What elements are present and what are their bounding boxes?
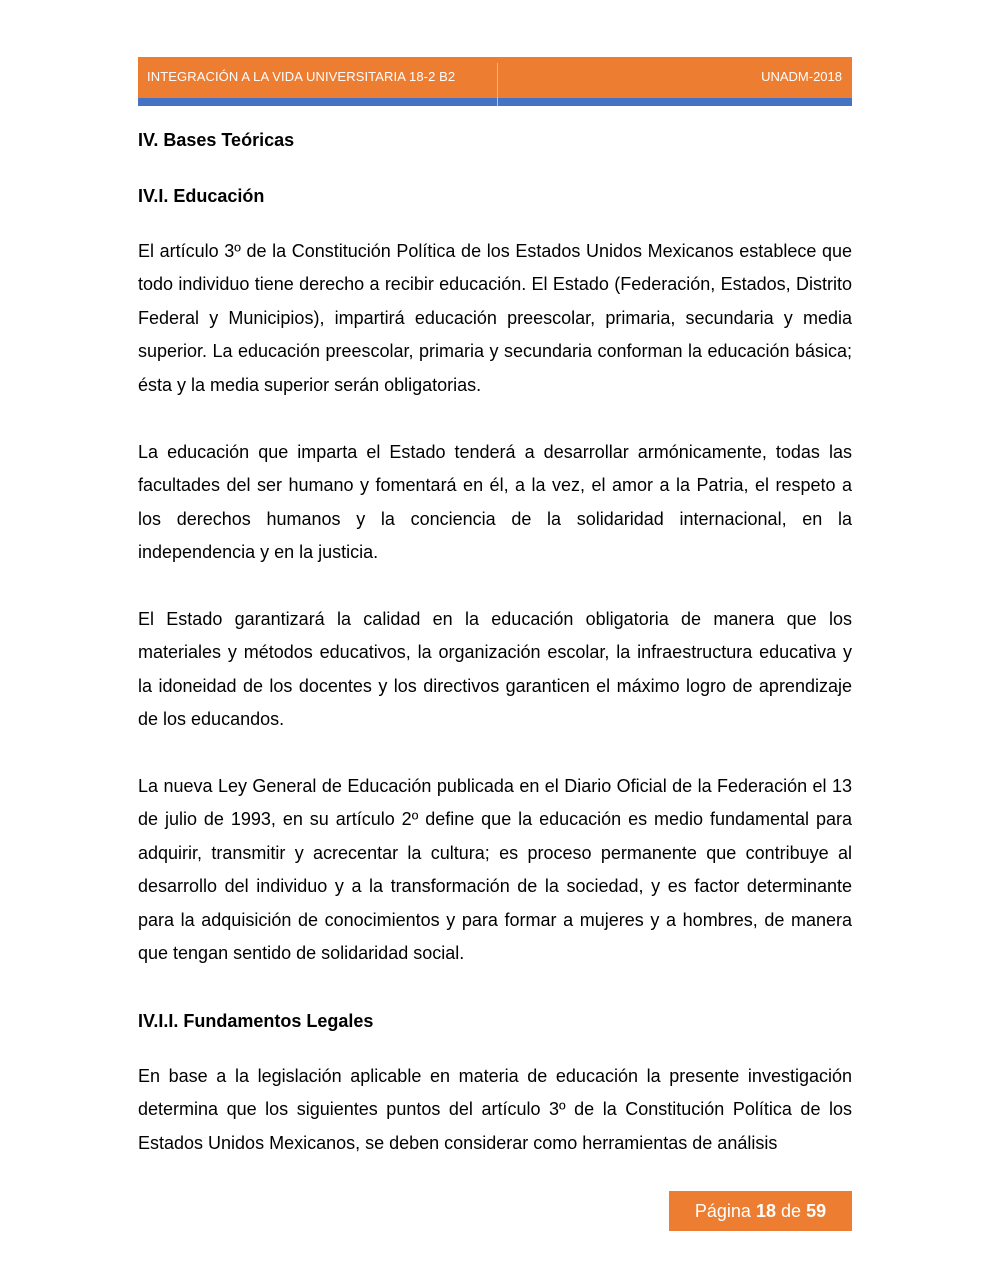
page-word: Página [694,1201,751,1221]
total-pages-number: 59 [806,1201,827,1221]
paragraph-1: El artículo 3º de la Constitución Política de los Estados Unidos Mexicanos establece que todo individuo tiene derecho a recibir educación. El Estado (Federación, Estados, Distrito Federal y Municipios), impartirá educación preescolar, primaria, secundaria y media superior. La educación preescolar, primaria y secundaria conforman la educación básica; ésta y la media superior serán obligatorias. [138,241,852,395]
header-divider [497,63,498,106]
section-heading-educacion: IV.I. Educación [138,186,265,206]
header-blue-band [138,98,852,106]
current-page-number: 18 [755,1201,776,1221]
section-heading-fundamentos: IV.I.I. Fundamentos Legales [138,1011,374,1031]
paragraph-4: La nueva Ley General de Educación publicada en el Diario Oficial de la Federación el 13 de julio de 1993, en su artículo 2º define que la educación es medio fundamental para adquirir, transmitir y acrecentar la cultura; es proceso permanente que contribuye al desarrollo del individuo y a la transformación de la sociedad, y es factor determinante para la adquisición de conocimientos y para formar a mujeres y a hombres, de manera que tengan sentido de solidaridad social. [138,776,852,964]
of-word: de [781,1201,802,1221]
header-institution: UNADM-2018 [761,69,842,84]
paragraph-2: La educación que imparta el Estado tenderá a desarrollar armónicamente, todas las facultades del ser humano y fomentará en él, a la vez, el amor a la Patria, el respeto a los derechos humanos y la conciencia de la solidaridad internacional, en la independencia y en la justicia. [138,442,852,563]
section-heading-bases: IV. Bases Teóricas [138,130,295,150]
paragraph-5: En base a la legislación aplicable en materia de educación la presente investigación determina que los siguientes puntos del artículo 3º de la Constitución Política de los Estados Unidos Mexicanos, se deben considerar como herramientas de análisis [138,1066,852,1153]
page-header [138,57,852,106]
header-course-title: INTEGRACIÓN A LA VIDA UNIVERSITARIA 18-2 B2 [147,69,456,84]
page-number-badge [669,1191,852,1231]
paragraph-3: El Estado garantizará la calidad en la educación obligatoria de manera que los materiales y métodos educativos, la organización escolar, la infraestructura educativa y la idoneidad de los docentes y los directivos garanticen el máximo logro de aprendizaje de los educandos. [138,609,852,730]
